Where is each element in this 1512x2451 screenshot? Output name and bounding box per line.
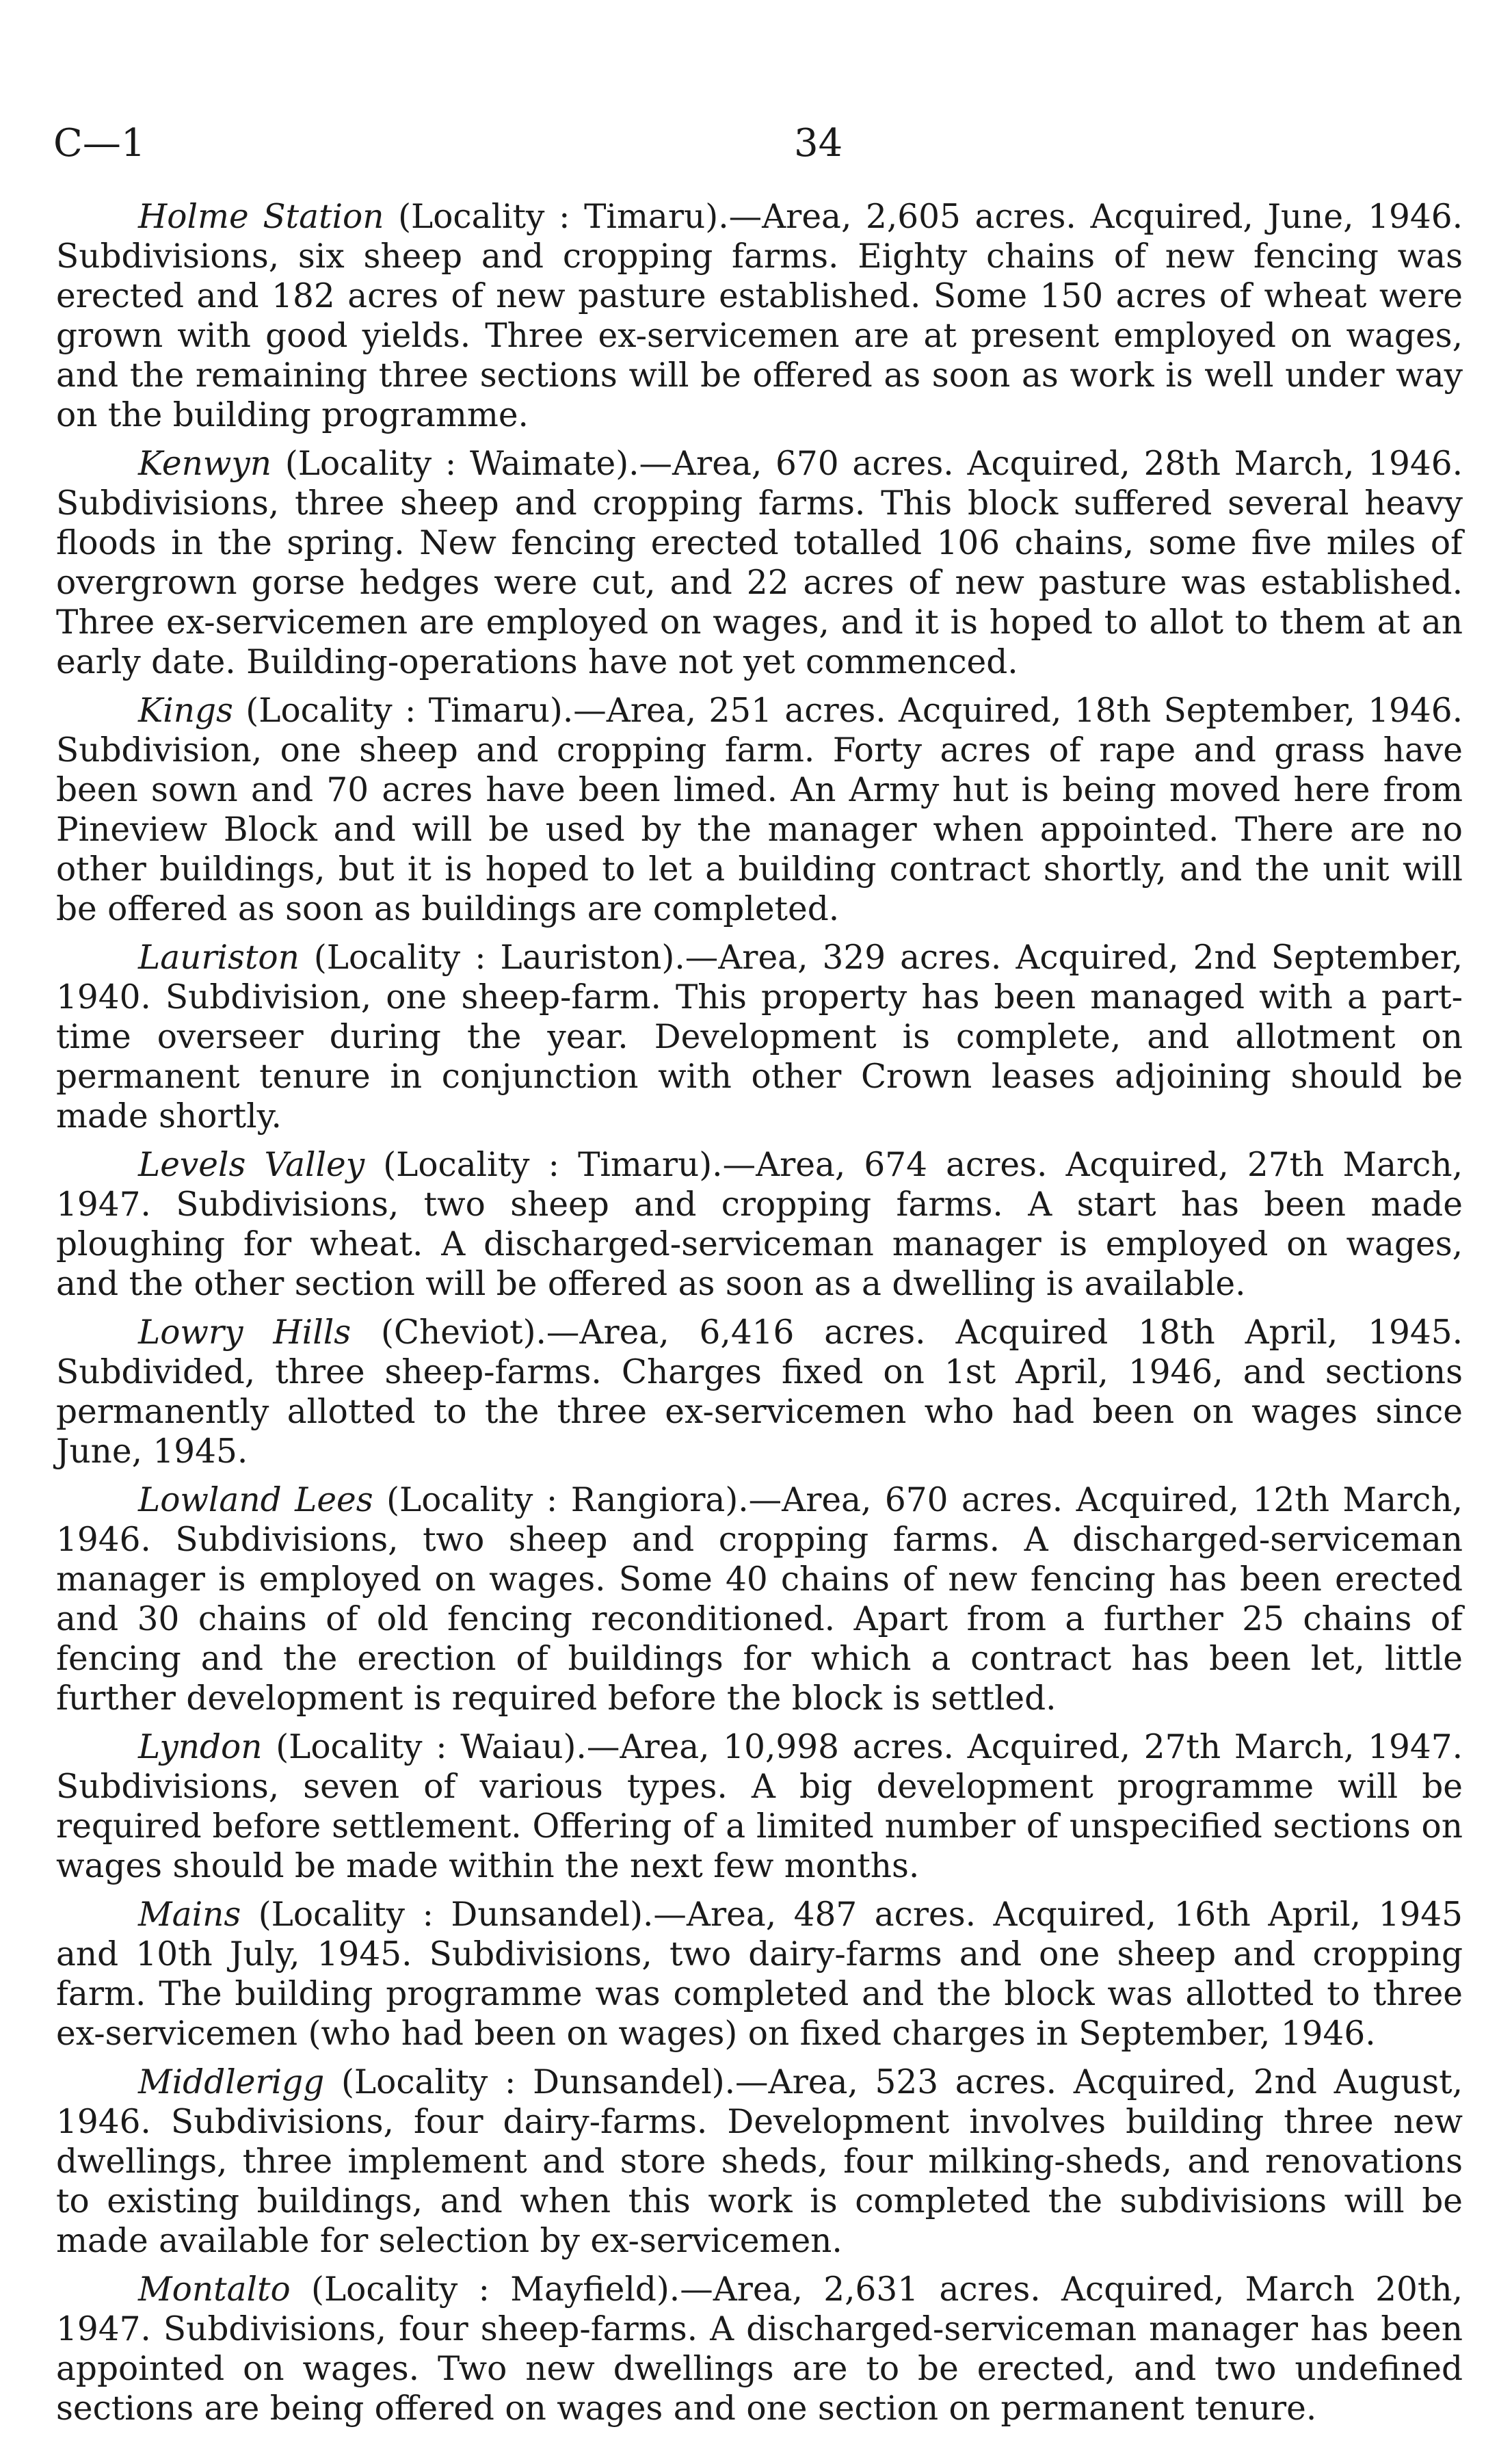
property-name: Lyndon xyxy=(138,1728,263,1766)
paragraph-kings xyxy=(56,691,1463,929)
property-description: (Locality : Timaru).—Area, 251 acres. Acquired, 18th September, 1946. Subdivision, one sheep and cropping farm. Forty acres of rape and grass have been sown and 70 acres have been limed. An Army hut is being moved here from Pineview Block and will be used by the manager when appointed. There are no other buildings, but it is hoped to let a building contract shortly, and the unit will be offered as soon as buildings are completed. xyxy=(56,692,1463,928)
paragraph-lyndon xyxy=(56,1727,1463,1886)
paragraph-lowland-lees xyxy=(56,1480,1463,1718)
property-description: (Locality : Waimate).—Area, 670 acres. Acquired, 28th March, 1946. Subdivisions, three sheep and cropping farms. This block suffered several heavy floods in the spring. New fencing erected totalled 106 chains, some five miles of overgrown gorse hedges were cut, and 22 acres of new pasture was established. Three ex-servicemen are employed on wages, and it is hoped to allot to them at an early date. Building-operations have not yet commenced. xyxy=(56,445,1463,681)
property-description: (Locality : Waiau).—Area, 10,998 acres. Acquired, 27th March, 1947. Subdivisions, seven of various types. A big development programme will be required before settlement. Offering of a limited number of unspecified sections on wages should be made within the next few months. xyxy=(56,1728,1463,1885)
page-number: 34 xyxy=(794,121,843,166)
document-body xyxy=(56,197,1463,2437)
property-name: Lowland Lees xyxy=(138,1481,373,1519)
property-description: (Cheviot).—Area, 6,416 acres. Acquired 18th April, 1945. Subdivided, three sheep-farms. Charges fixed on 1st April, 1946, and sections permanently allotted to the three ex-servicemen who had been on wages since June, 1945. xyxy=(56,1313,1463,1471)
property-description: (Locality : Timaru).—Area, 674 acres. Acquired, 27th March, 1947. Subdivisions, two sheep and cropping farms. A start has been made ploughing for wheat. A discharged-serviceman manager is employed on wages, and the other section will be offered as soon as a dwelling is available. xyxy=(56,1146,1463,1303)
page-header xyxy=(53,116,1462,171)
property-name: Holme Station xyxy=(138,198,384,236)
paragraph-lauriston xyxy=(56,938,1463,1136)
property-name: Levels Valley xyxy=(138,1146,365,1184)
paragraph-levels-valley xyxy=(56,1145,1463,1304)
property-description: (Locality : Dunsandel).—Area, 487 acres. Acquired, 16th April, 1945 and 10th July, 1945. Subdivisions, two dairy-farms and one sheep and cropping farm. The building programme was completed and the block was allotted to three ex-servicemen (who had been on wages) on fixed charges in September, 1946. xyxy=(56,1896,1463,2053)
property-name: Kings xyxy=(138,692,233,730)
paragraph-lowry-hills xyxy=(56,1313,1463,1471)
property-description: (Locality : Mayfield).—Area, 2,631 acres. Acquired, March 20th, 1947. Subdivisions, four sheep-farms. A discharged-serviceman manager has been appointed on wages. Two new dwellings are to be erected, and two undefined sections are being offered on wages and one section on permanent tenure. xyxy=(56,2270,1463,2428)
property-name: Kenwyn xyxy=(138,445,272,483)
property-name: Middlerigg xyxy=(138,2063,325,2101)
property-name: Mains xyxy=(138,1896,241,1934)
property-description: (Locality : Lauriston).—Area, 329 acres. Acquired, 2nd September, 1940. Subdivision, one sheep-farm. This property has been managed with a part-time overseer during the year. Development is complete, and allotment on permanent tenure in conjunction with other Crown leases adjoining should be made shortly. xyxy=(56,939,1463,1136)
paragraph-mains xyxy=(56,1895,1463,2054)
property-name: Lowry Hills xyxy=(138,1313,352,1352)
property-description: (Locality : Rangiora).—Area, 670 acres. Acquired, 12th March, 1946. Subdivisions, two sheep and cropping farms. A discharged-serviceman manager is employed on wages. Some 40 chains of new fencing has been erected and 30 chains of old fencing reconditioned. Apart from a further 25 chains of fencing and the erection of buildings for which a contract has been let, little further development is required before the block is settled. xyxy=(56,1481,1463,1718)
paragraph-middlerigg xyxy=(56,2062,1463,2261)
document-reference: C—1 xyxy=(53,121,146,166)
property-name: Lauriston xyxy=(138,939,300,977)
paragraph-holme-station xyxy=(56,197,1463,435)
property-description: (Locality : Timaru).—Area, 2,605 acres. Acquired, June, 1946. Subdivisions, six sheep and cropping farms. Eighty chains of new fencing was erected and 182 acres of new pasture established. Some 150 acres of wheat were grown with good yields. Three ex-servicemen are at present employed on wages, and the remaining three sections will be offered as soon as work is well under way on the building programme. xyxy=(56,198,1463,434)
property-description: (Locality : Dunsandel).—Area, 523 acres. Acquired, 2nd August, 1946. Subdivisions, four dairy-farms. Development involves building three new dwellings, three implement and store sheds, four milking-sheds, and renovations to existing buildings, and when this work is completed the subdivisions will be made available for selection by ex-servicemen. xyxy=(56,2063,1463,2260)
paragraph-montalto xyxy=(56,2270,1463,2428)
paragraph-kenwyn xyxy=(56,444,1463,682)
property-name: Montalto xyxy=(138,2270,291,2309)
